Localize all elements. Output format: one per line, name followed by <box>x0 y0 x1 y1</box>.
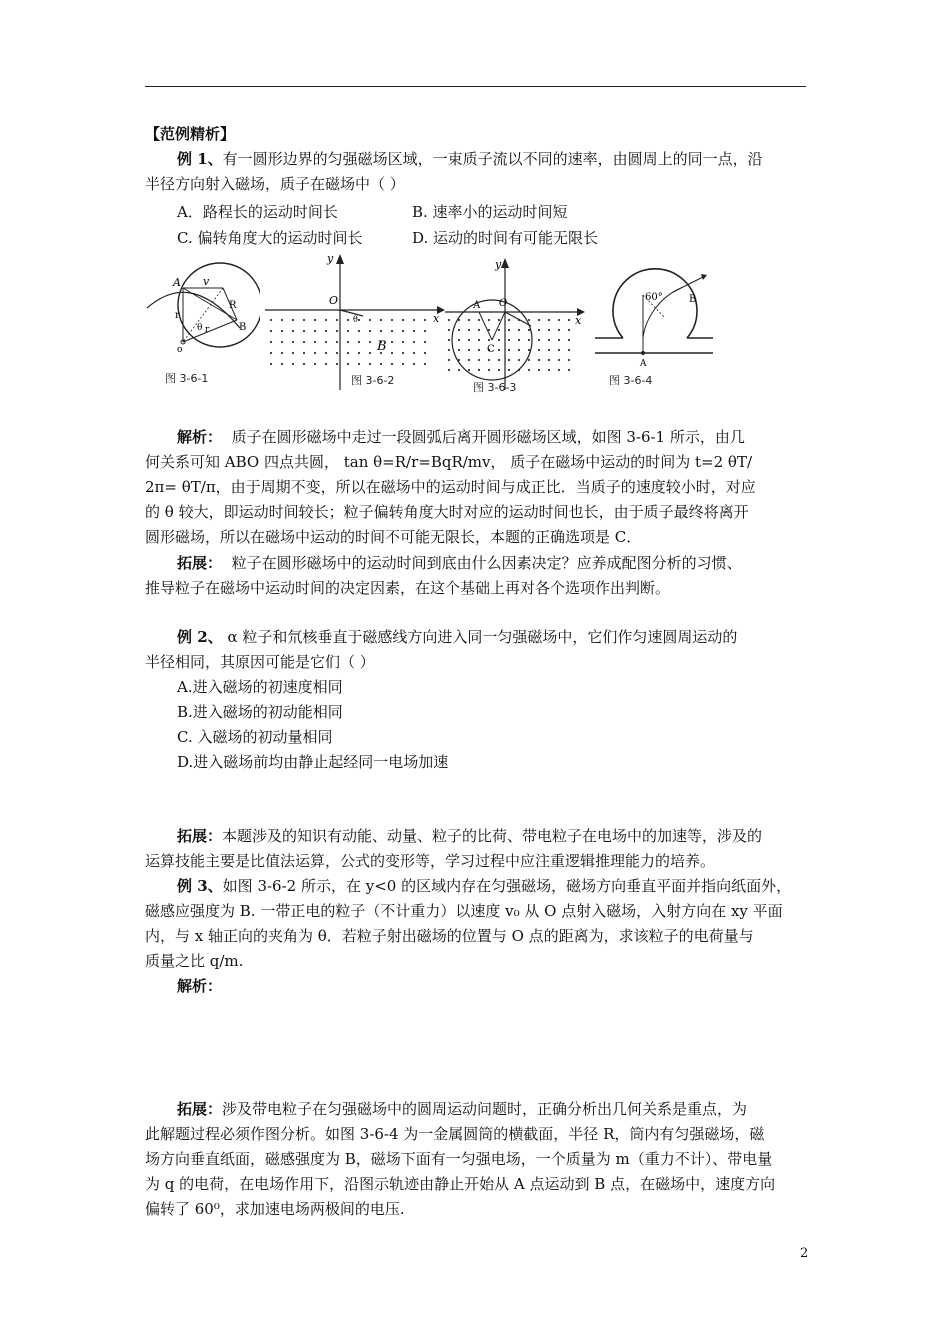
field-dot <box>448 329 450 331</box>
field-dot <box>391 341 393 343</box>
field-dot <box>413 352 415 354</box>
field-dot <box>413 319 415 321</box>
example-2-line-2: 半径相同，其原因可能是它们（ ） <box>145 653 375 671</box>
field-dot <box>270 330 272 332</box>
fig3-label-y: y <box>495 258 502 271</box>
figure-3-6-2 <box>265 250 445 400</box>
fig2-caption: 图 3-6-2 <box>351 374 395 387</box>
example-2-label: 例 2、 <box>177 628 223 646</box>
example-2-text: α 粒子和氘核垂直于磁感线方向进入同一匀强磁场中，它们作匀速圆周运动的 <box>222 628 738 646</box>
fig3-caption: 图 3-6-3 <box>473 381 517 394</box>
field-dot <box>528 349 530 351</box>
field-dot <box>528 329 530 331</box>
field-dot <box>478 359 480 361</box>
ex1-analysis-line-5: 圆形磁场，所以在磁场中运动的时间不可能无限长，本题的正确选项是 C． <box>145 528 642 546</box>
fig2-label-o: O <box>329 294 339 307</box>
field-dot <box>478 349 480 351</box>
field-dot <box>528 319 530 321</box>
field-dot <box>369 352 371 354</box>
field-dot <box>448 359 450 361</box>
field-dot <box>518 349 520 351</box>
field-dot <box>358 363 360 365</box>
fig2-label-y: y <box>327 252 334 265</box>
field-dot <box>292 363 294 365</box>
field-dot <box>358 330 360 332</box>
fig4-label-a: A <box>640 359 647 369</box>
field-dot <box>424 319 426 321</box>
field-dot <box>488 339 490 341</box>
fig2-label-x: x <box>433 312 440 325</box>
field-dot <box>303 363 305 365</box>
field-dot <box>369 363 371 365</box>
field-dot <box>292 341 294 343</box>
field-dot <box>281 330 283 332</box>
field-dot <box>568 369 570 371</box>
fig1-label-b: B <box>239 322 247 333</box>
field-dot <box>380 319 382 321</box>
field-dot <box>314 352 316 354</box>
figure-3-6-4 <box>593 250 718 400</box>
field-dot <box>402 330 404 332</box>
field-dot <box>336 341 338 343</box>
ex3-extension-line-5: 偏转了 60⁰，求加速电场两极间的电压. <box>145 1200 405 1218</box>
field-dot <box>518 329 520 331</box>
field-dot <box>528 369 530 371</box>
fig3-label-a: A <box>473 300 481 311</box>
field-dot <box>538 369 540 371</box>
fig1-label-r-big: R <box>229 300 237 311</box>
ex1-analysis-line-1 <box>177 427 745 447</box>
field-dot <box>468 329 470 331</box>
fig2-label-theta: θ <box>353 315 358 324</box>
example-3-label: 例 3、 <box>177 877 223 895</box>
figure-3-6-3 <box>445 250 585 400</box>
field-dot <box>402 341 404 343</box>
field-dot <box>270 341 272 343</box>
field-dot <box>478 339 480 341</box>
fig3-label-x: x <box>575 314 582 327</box>
field-dot <box>508 339 510 341</box>
field-dot <box>402 319 404 321</box>
field-dot <box>488 369 490 371</box>
field-dot <box>303 352 305 354</box>
field-dot <box>458 369 460 371</box>
option-c: C. 偏转角度大的运动时间长 <box>177 229 363 247</box>
fig1-label-theta: θ <box>197 323 203 333</box>
field-dot <box>508 319 510 321</box>
ex3-extension-line-2: 此解题过程必须作图分析。如图 3-6-4 为一金属圆筒的横截面，半径 R，筒内有匀强磁场，磁 <box>145 1125 765 1143</box>
field-dot <box>448 319 450 321</box>
field-dot <box>568 329 570 331</box>
field-dot <box>424 330 426 332</box>
field-dot <box>518 339 520 341</box>
ex3-extension-line-3: 场方向垂直纸面，磁感强度为 B，磁场下面有一匀强电场，一个质量为 m（重力不计）、带电量 <box>145 1150 773 1168</box>
fig4-label-b: B <box>689 294 697 305</box>
fig1-label-a: A <box>173 276 181 289</box>
example-3-line-2: 磁感应强度为 B. 一带正电的粒子（不计重力）以速度 v₀ 从 O 点射入磁场，入射方向在 xy 平面 <box>145 902 783 920</box>
field-dot <box>548 339 550 341</box>
field-dot <box>498 349 500 351</box>
field-dot <box>336 363 338 365</box>
ex1-analysis-line-2: 何关系可知 ABO 四点共圆， tan θ=R/r=BqR/mv， 质子在磁场中运动的时间为 t=2 θT/ <box>145 453 753 471</box>
figures-row <box>145 250 745 400</box>
ex2-option-d: D.进入磁场前均由静止起经同一电场加速 <box>177 753 449 771</box>
field-dot <box>369 319 371 321</box>
field-dot <box>558 339 560 341</box>
example-1-line-2: 半径方向射入磁场，质子在磁场中（ ） <box>145 175 405 193</box>
fig1-caption: 图 3-6-1 <box>165 372 209 385</box>
field-dot <box>468 319 470 321</box>
field-dot <box>568 359 570 361</box>
ex1-analysis-line-3: 2π= θT/π，由于周期不变，所以在磁场中的运动时间与成正比．当质子的速度较小时，对应 <box>145 478 756 496</box>
field-dot <box>270 363 272 365</box>
field-dot <box>468 369 470 371</box>
field-dot <box>498 329 500 331</box>
ex1-extension-text-1: 粒子在圆形磁场中的运动时间到底由什么因素决定？应养成配图分析的习惯、 <box>231 554 742 572</box>
field-dot <box>568 339 570 341</box>
field-dot <box>413 363 415 365</box>
field-dot <box>478 369 480 371</box>
figure-3-6-1 <box>145 250 260 400</box>
field-dot <box>358 352 360 354</box>
field-dot <box>314 363 316 365</box>
field-dot <box>347 363 349 365</box>
field-dot <box>528 359 530 361</box>
field-dot <box>538 349 540 351</box>
field-dot <box>558 319 560 321</box>
field-dot <box>498 339 500 341</box>
header-rule <box>145 86 806 87</box>
field-dot <box>391 363 393 365</box>
field-dot <box>336 319 338 321</box>
ex1-extension-line-2: 推导粒子在磁场中运动时间的决定因素，在这个基础上再对各个选项作出判断。 <box>145 579 671 597</box>
field-dot <box>488 359 490 361</box>
field-dot <box>347 341 349 343</box>
field-dot <box>424 363 426 365</box>
fig2-label-b: B <box>377 339 387 354</box>
field-dot <box>314 319 316 321</box>
fig4-label-angle: 60° <box>645 292 663 303</box>
example-1-text: 有一圆形边界的匀强磁场区域，一束质子流以不同的速率，由圆周上的同一点，沿 <box>222 150 763 168</box>
option-b: B. 速率小的运动时间短 <box>412 203 568 221</box>
fig1-label-r2: r <box>205 325 210 335</box>
example-3-text: 如图 3-6-2 所示，在 y<0 的区域内存在匀强磁场，磁场方向垂直平面并指向纸面外， <box>222 877 792 895</box>
field-dot <box>391 352 393 354</box>
field-dot <box>358 341 360 343</box>
field-dot <box>413 330 415 332</box>
field-dot <box>448 339 450 341</box>
ex3-extension-line-1 <box>177 1099 747 1119</box>
field-dot <box>568 349 570 351</box>
ex1-analysis-text-1: 质子在圆形磁场中走过一段圆弧后离开圆形磁场区域，如图 3-6-1 所示，由几 <box>231 428 745 446</box>
field-dot <box>303 330 305 332</box>
field-dot <box>347 352 349 354</box>
field-dot <box>468 349 470 351</box>
field-dot <box>292 319 294 321</box>
ex2-extension-text-1: 本题涉及的知识有动能、动量、粒子的比荷、带电粒子在电场中的加速等，涉及的 <box>222 827 763 845</box>
field-dot <box>448 349 450 351</box>
field-dot <box>270 352 272 354</box>
ex2-extension-line-2: 运算技能主要是比值法运算，公式的变形等，学习过程中应注重逻辑推理能力的培养。 <box>145 852 716 870</box>
ex1-analysis-label: 解析： <box>177 428 223 446</box>
field-dot <box>292 330 294 332</box>
field-dot <box>458 329 460 331</box>
ex1-extension-label: 拓展： <box>177 554 223 572</box>
option-a: A．路程长的运动时间长 <box>177 203 338 221</box>
ex3-extension-text-1: 涉及带电粒子在匀强磁场中的圆周运动问题时，正确分析出几何关系是重点，为 <box>222 1100 748 1118</box>
field-dot <box>347 330 349 332</box>
field-dot <box>402 363 404 365</box>
fig1-label-v: v <box>203 275 210 288</box>
field-dot <box>325 341 327 343</box>
field-dot <box>498 369 500 371</box>
field-dot <box>568 319 570 321</box>
field-dot <box>558 329 560 331</box>
field-dot <box>448 369 450 371</box>
field-dot <box>336 352 338 354</box>
field-dot <box>498 359 500 361</box>
field-dot <box>548 349 550 351</box>
field-dot <box>558 369 560 371</box>
ex2-extension-line-1 <box>177 826 762 846</box>
example-1-line-1 <box>177 149 763 169</box>
field-dot <box>488 319 490 321</box>
fig4-caption: 图 3-6-4 <box>609 374 653 387</box>
field-dot <box>538 329 540 331</box>
field-dot <box>402 352 404 354</box>
field-dot <box>538 339 540 341</box>
field-dot <box>458 339 460 341</box>
field-dot <box>281 319 283 321</box>
example-3-line-4: 质量之比 q/m. <box>145 952 244 970</box>
field-dot <box>314 341 316 343</box>
field-dot <box>314 330 316 332</box>
field-dot <box>325 330 327 332</box>
field-dot <box>548 319 550 321</box>
field-dot <box>281 363 283 365</box>
ex2-option-c: C. 入磁场的初动量相同 <box>177 728 333 746</box>
field-dot <box>538 359 540 361</box>
field-dot <box>548 369 550 371</box>
option-d: D. 运动的时间有可能无限长 <box>412 229 599 247</box>
field-dot <box>369 341 371 343</box>
ex2-extension-label: 拓展： <box>177 827 223 845</box>
field-dot <box>281 352 283 354</box>
field-dot <box>424 341 426 343</box>
ex1-extension-line-1 <box>177 553 742 573</box>
fig3-label-o: O <box>499 298 508 309</box>
field-dot <box>498 319 500 321</box>
field-dot <box>391 330 393 332</box>
field-dot <box>558 359 560 361</box>
ex1-analysis-line-4: 的 θ 较大，即运动时间较长；粒子偏转角度大时对应的运动时间也长，由于质子最终将离开 <box>145 503 749 521</box>
ex2-option-b: B.进入磁场的初动能相同 <box>177 703 343 721</box>
example-2-line-1 <box>177 627 737 647</box>
field-dot <box>518 359 520 361</box>
field-dot <box>270 319 272 321</box>
field-dot <box>380 330 382 332</box>
field-dot <box>538 319 540 321</box>
field-dot <box>303 341 305 343</box>
fig1-label-r: r <box>175 310 180 321</box>
field-dot <box>325 363 327 365</box>
field-dot <box>548 359 550 361</box>
field-dot <box>336 330 338 332</box>
field-dot <box>391 319 393 321</box>
ex2-option-a: A.进入磁场的初速度相同 <box>177 678 343 696</box>
fig1-label-o: o <box>177 345 183 355</box>
field-dot <box>508 359 510 361</box>
field-dot <box>358 319 360 321</box>
ex3-extension-line-4: 为 q 的电荷，在电场作用下，沿图示轨迹由静止开始从 A 点运动到 B 点，在磁场中，速度方向 <box>145 1175 776 1193</box>
field-dot <box>558 349 560 351</box>
field-dot <box>528 339 530 341</box>
field-dot <box>468 359 470 361</box>
field-dot <box>508 349 510 351</box>
field-dot <box>508 329 510 331</box>
example-3-line-1 <box>177 876 791 896</box>
page-number: 2 <box>800 1246 809 1261</box>
field-dot <box>380 363 382 365</box>
fig3-label-c: C <box>487 344 495 355</box>
ex3-extension-label: 拓展： <box>177 1100 223 1118</box>
field-dot <box>292 352 294 354</box>
field-dot <box>413 341 415 343</box>
field-dot <box>347 319 349 321</box>
ex3-analysis-label: 解析： <box>177 977 223 995</box>
field-dot <box>303 319 305 321</box>
field-dot <box>458 349 460 351</box>
section-title: 【范例精析】 <box>145 125 236 143</box>
field-dot <box>281 341 283 343</box>
field-dot <box>478 319 480 321</box>
field-dot <box>478 329 480 331</box>
field-dot <box>548 329 550 331</box>
field-dot <box>369 330 371 332</box>
field-dot <box>508 369 510 371</box>
example-3-line-3: 内，与 x 轴正向的夹角为 θ．若粒子射出磁场的位置与 O 点的距离为，求该粒子的电荷量与 <box>145 927 754 945</box>
field-dot <box>325 352 327 354</box>
field-dot <box>424 352 426 354</box>
example-1-label: 例 1、 <box>177 150 223 168</box>
field-dot <box>468 339 470 341</box>
field-dot <box>325 319 327 321</box>
